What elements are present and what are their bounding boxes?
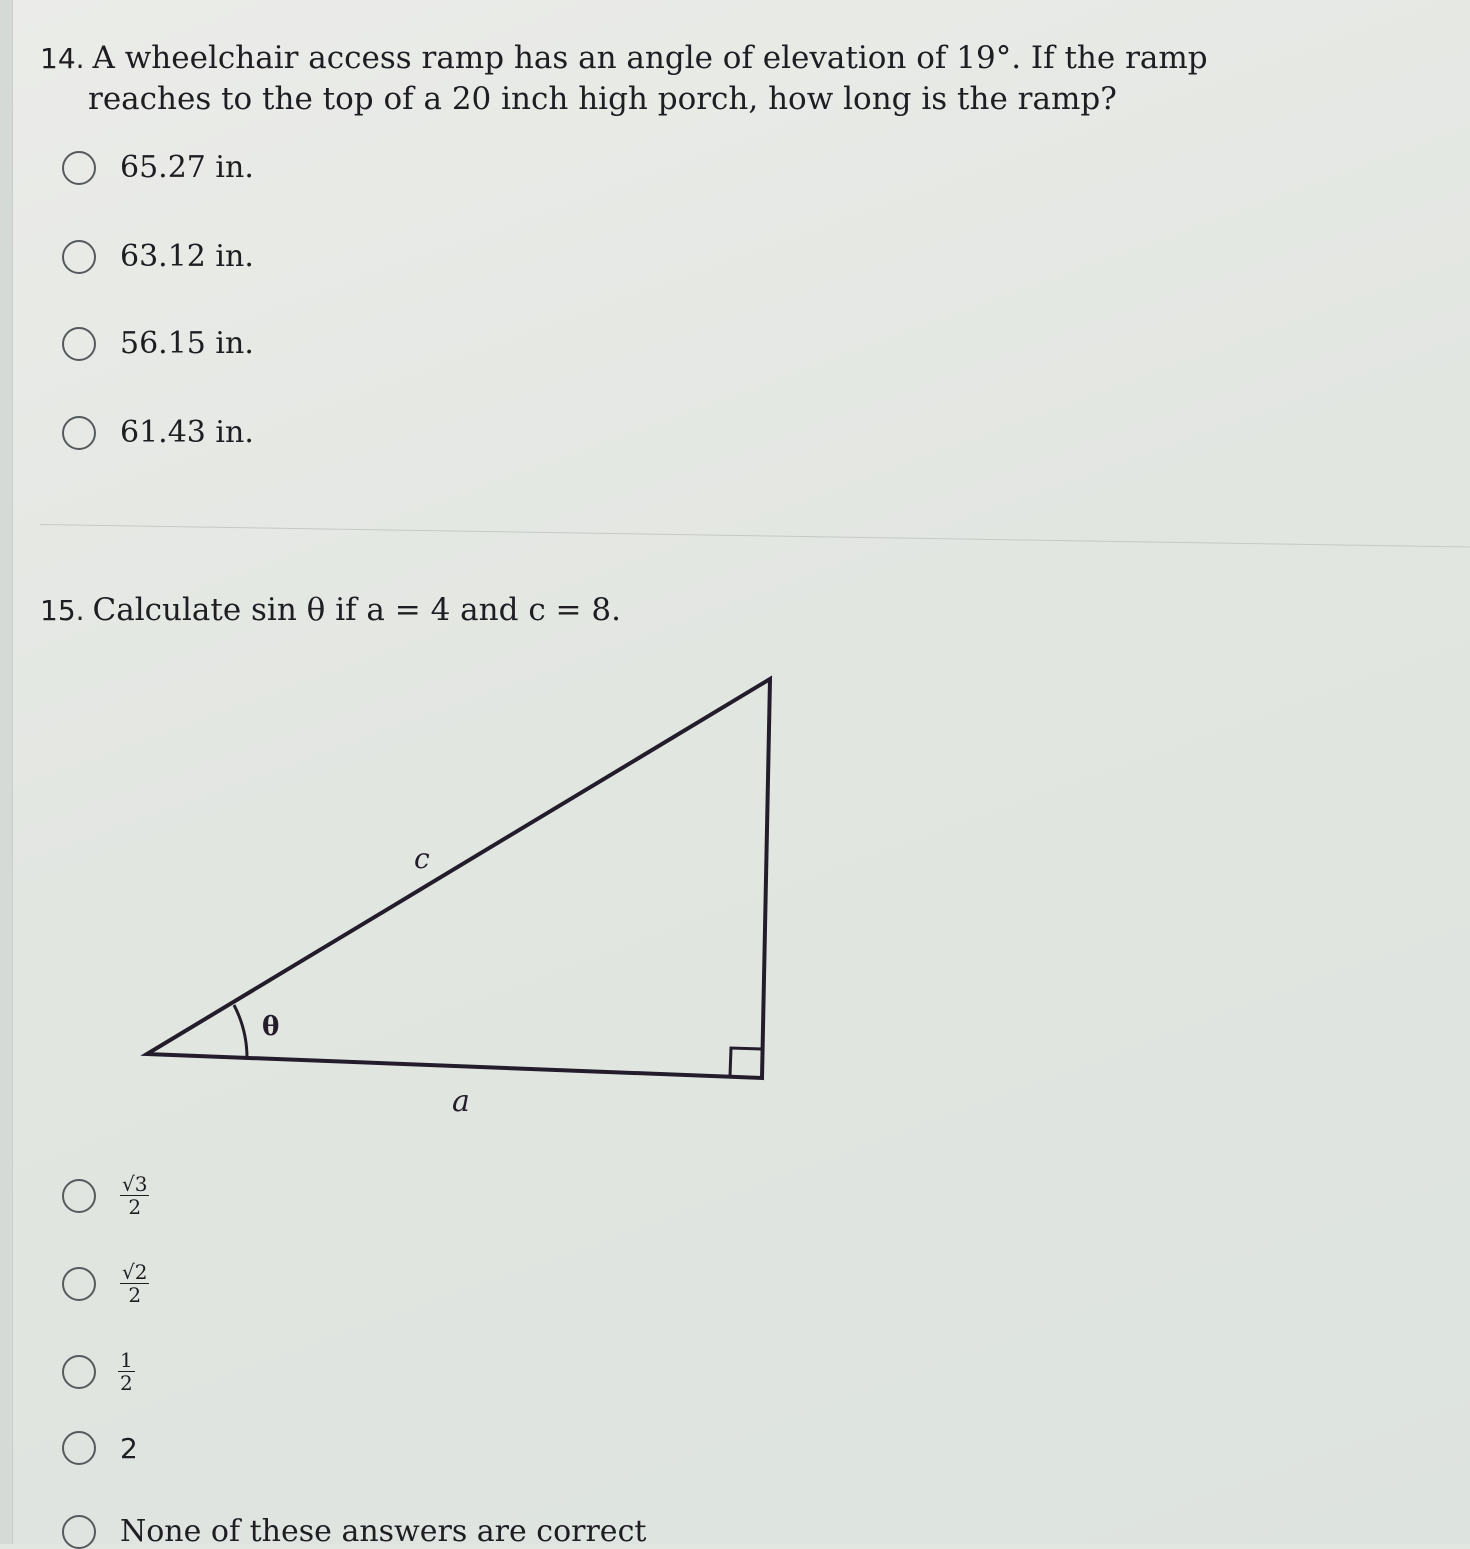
fraction xyxy=(120,1174,149,1217)
q14-option-4-label: 61.43 in. xyxy=(120,415,254,450)
question-14-line-1: A wheelchair access ramp has an angle of elevation of 19°. If the ramp xyxy=(92,40,1208,76)
question-15-number: 15. xyxy=(40,594,85,627)
angle-label: θ xyxy=(262,1012,280,1042)
q14-option-2-label: 63.12 in. xyxy=(120,239,254,274)
base-label: a xyxy=(452,1084,470,1119)
right-angle-marker xyxy=(730,1048,762,1076)
radio-button[interactable] xyxy=(62,1179,96,1213)
fraction-denominator: 2 xyxy=(120,1371,133,1395)
q15-option-3[interactable] xyxy=(62,1350,135,1393)
angle-arc xyxy=(234,1005,247,1058)
question-14-number: 14. xyxy=(40,42,85,75)
q15-option-4[interactable] xyxy=(62,1431,138,1465)
q14-option-1-label: 65.27 in. xyxy=(120,150,254,185)
fraction-numerator: √2 xyxy=(122,1260,148,1284)
radio-button[interactable] xyxy=(62,1431,96,1465)
hypotenuse-label: c xyxy=(414,842,430,875)
fraction-numerator: √3 xyxy=(122,1172,148,1196)
question-15-prompt: Calculate sin θ if a = 4 and c = 8. xyxy=(92,592,621,628)
radio-button[interactable] xyxy=(62,1267,96,1301)
q15-option-4-label: 2 xyxy=(120,1431,138,1465)
q15-option-2[interactable] xyxy=(62,1262,149,1305)
fraction-numerator: 1 xyxy=(120,1348,133,1372)
q15-option-1[interactable] xyxy=(62,1174,149,1217)
fraction-denominator: 2 xyxy=(128,1195,142,1219)
fraction-denominator: 2 xyxy=(128,1283,142,1307)
q15-option-5-label: None of these answers are correct xyxy=(120,1514,647,1549)
fraction xyxy=(120,1262,149,1305)
question-14-line-2: reaches to the top of a 20 inch high porch, how long is the ramp? xyxy=(88,81,1117,117)
radio-button[interactable] xyxy=(62,1515,96,1549)
fraction xyxy=(118,1350,135,1393)
q14-option-3-label: 56.15 in. xyxy=(120,326,254,361)
radio-button[interactable] xyxy=(62,1355,96,1389)
